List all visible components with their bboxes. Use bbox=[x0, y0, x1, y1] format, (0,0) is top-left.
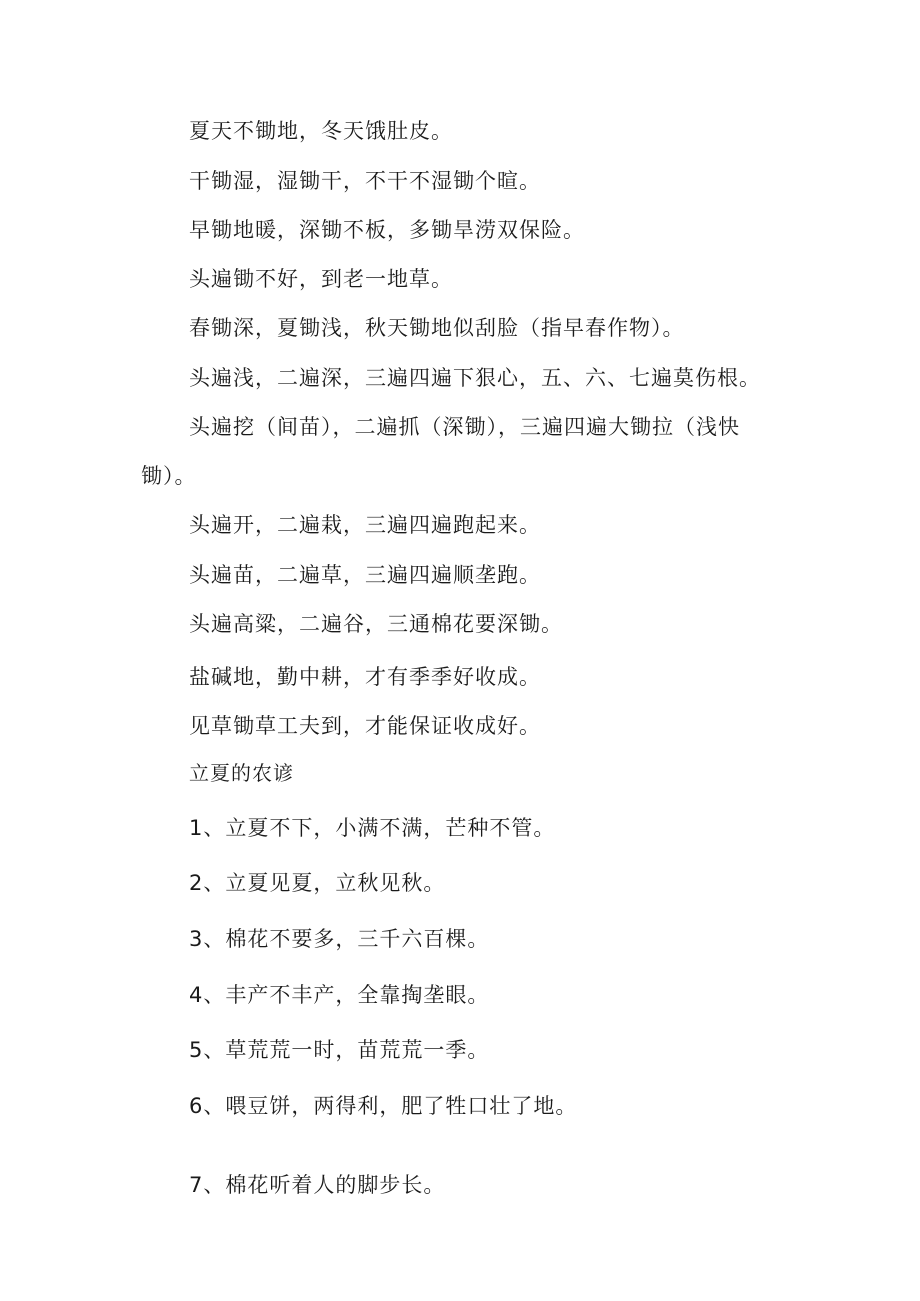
proverb-line: 见草锄草工夫到，才能保证收成好。 bbox=[189, 714, 541, 738]
numbered-proverb: 5、草荒荒一时，苗荒荒一季。 bbox=[189, 1038, 490, 1062]
proverb-line: 早锄地暖，深锄不板，多锄旱涝双保险。 bbox=[189, 218, 585, 242]
proverb-line: 头遍苗，二遍草，三遍四遍顺垄跑。 bbox=[189, 563, 541, 587]
proverb-line: 春锄深，夏锄浅，秋天锄地似刮脸（指早春作物）。 bbox=[189, 316, 685, 340]
proverb-line: 干锄湿，湿锄干，不干不湿锄个暄。 bbox=[189, 169, 541, 193]
proverb-line: 头遍挖（间苗），二遍抓（深锄），三遍四遍大锄拉（浅快 bbox=[189, 415, 740, 439]
proverb-line: 头遍开，二遍栽，三遍四遍跑起来。 bbox=[189, 513, 541, 537]
proverb-line-continuation: 锄）。 bbox=[141, 464, 197, 488]
numbered-proverb: 2、立夏见夏，立秋见秋。 bbox=[189, 871, 446, 895]
proverb-line: 头遍高粱，二遍谷，三通棉花要深锄。 bbox=[189, 612, 563, 636]
numbered-proverb: 3、棉花不要多，三千六百棵。 bbox=[189, 927, 490, 951]
proverb-line: 头遍锄不好，到老一地草。 bbox=[189, 267, 453, 291]
section-title: 立夏的农谚 bbox=[189, 761, 294, 785]
numbered-proverb: 6、喂豆饼，两得利，肥了牲口壮了地。 bbox=[189, 1094, 578, 1118]
proverb-line: 盐碱地，勤中耕，才有季季好收成。 bbox=[189, 665, 541, 689]
proverb-line: 夏天不锄地，冬天饿肚皮。 bbox=[189, 119, 453, 143]
numbered-proverb: 4、丰产不丰产，全靠掏垄眼。 bbox=[189, 983, 490, 1007]
numbered-proverb: 1、立夏不下，小满不满，芒种不管。 bbox=[189, 816, 556, 840]
proverb-line: 头遍浅，二遍深，三遍四遍下狠心，五、六、七遍莫伤根。 bbox=[189, 366, 761, 390]
numbered-proverb: 7、棉花听着人的脚步长。 bbox=[189, 1173, 446, 1197]
